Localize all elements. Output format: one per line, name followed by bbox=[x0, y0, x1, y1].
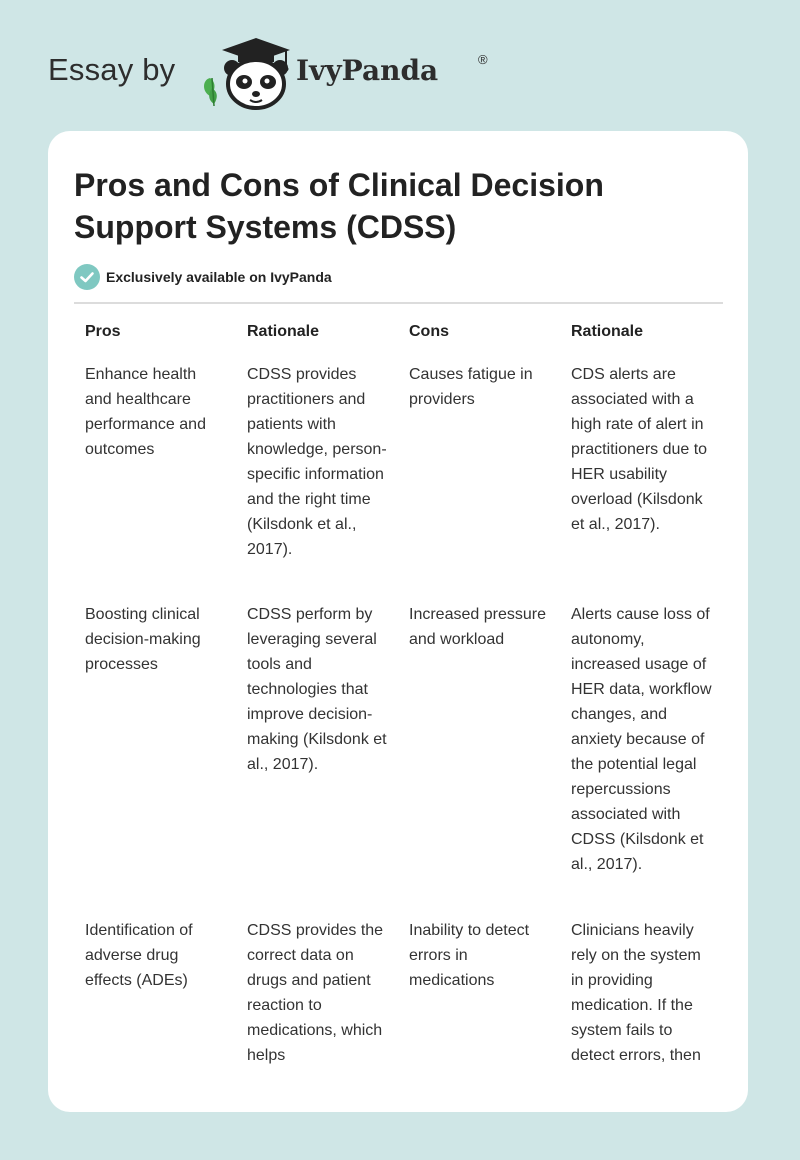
pro-rationale-cell: CDSS perform by leveraging several tools and technologies that improve decision-making (Kilsdonk et al., 2017). bbox=[247, 606, 387, 773]
pro-rationale-cell: CDSS provides practitioners and patients with knowledge, person-specific information and the right time (Kilsdonk et al., 2017). bbox=[247, 366, 387, 558]
pro-cell: Identification of adverse drug effects (ADEs) bbox=[85, 922, 193, 989]
essay-card bbox=[48, 131, 748, 1112]
brand-header bbox=[48, 34, 508, 110]
con-cell: Causes fatigue in providers bbox=[409, 366, 533, 408]
table-row bbox=[74, 362, 723, 602]
con-rationale-cell: Clinicians heavily rely on the system in providing medication. If the system fails to detect errors, then bbox=[571, 922, 701, 1064]
brand-name: IvyPanda bbox=[296, 54, 439, 87]
panda-logo-icon bbox=[198, 34, 298, 110]
check-circle-icon bbox=[74, 264, 100, 290]
table-header-row bbox=[74, 304, 723, 351]
badge-label: Exclusively available on IvyPanda bbox=[106, 269, 332, 285]
table-row bbox=[74, 918, 723, 1112]
header-pros: Pros bbox=[85, 323, 121, 340]
pro-cell: Enhance health and healthcare performance and outcomes bbox=[85, 366, 206, 458]
con-cell: Inability to detect errors in medications bbox=[409, 922, 530, 989]
page-title: Pros and Cons of Clinical Decision Support Systems (CDSS) bbox=[74, 167, 604, 245]
pro-cell: Boosting clinical decision-making processes bbox=[85, 606, 201, 673]
con-cell: Increased pressure and workload bbox=[409, 606, 546, 648]
con-rationale-cell: Alerts cause loss of autonomy, increased usage of HER data, workflow changes, and anxiety because of the potential legal repercussions associated with CDSS (Kilsdonk et al., 2017). bbox=[571, 606, 712, 873]
pros-cons-table bbox=[74, 304, 723, 1112]
header-pros-rationale: Rationale bbox=[247, 323, 320, 340]
header-cons-rationale: Rationale bbox=[571, 323, 644, 340]
brand-prefix: Essay by bbox=[48, 52, 176, 87]
pro-rationale-cell: CDSS provides the correct data on drugs and patient reaction to medications, which helps bbox=[247, 922, 384, 1064]
header-cons: Cons bbox=[409, 323, 449, 340]
table-row bbox=[74, 602, 723, 918]
con-rationale-cell: CDS alerts are associated with a high rate of alert in practitioners due to HER usability overload (Kilsdonk et al., 2017). bbox=[571, 366, 708, 533]
exclusive-badge bbox=[74, 264, 332, 290]
brand-registered-mark: ® bbox=[478, 52, 488, 67]
